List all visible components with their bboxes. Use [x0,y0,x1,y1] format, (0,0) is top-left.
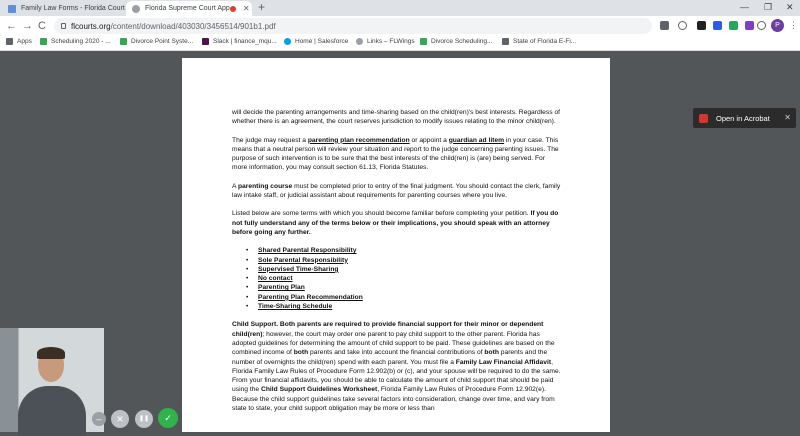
minimize-recorder-button[interactable]: – [92,412,106,426]
bookmark-label: Scheduling 2020 - ... [51,38,111,45]
slack-icon [202,38,209,45]
bookmark-label: State of Florida E-Fi... [513,38,577,45]
tab-close-icon[interactable]: ✕ [242,4,250,13]
list-item [246,293,562,302]
bookmark-salesforce[interactable] [284,38,348,45]
forward-button[interactable]: → [22,20,33,32]
text: ; however, the court may order one parent to pay child support to the other parent. Florida has adopted guidelines for determining the amount of child support to be paid. These guidelines are based on the combined income of [232,330,555,357]
pdf-page [182,58,610,432]
text: or appoint a [409,136,449,144]
parenting-plan-recommendation-link[interactable]: parenting plan recommendation [307,136,410,144]
address-bar[interactable] [54,18,652,34]
paragraph-child-support [232,320,562,413]
paragraph-terms-intro [232,209,562,237]
bookmarks-bar [0,36,800,51]
camera-icon[interactable] [660,21,669,30]
bold-text: Child Support Guidelines Worksheet [261,386,378,394]
open-in-acrobat-button[interactable] [693,108,796,128]
bookmark-label: Divorce Scheduling... [431,38,493,45]
text: The judge may request a [232,136,308,144]
tab-florida-supreme-court[interactable] [126,1,252,16]
paragraph-judge-request [232,136,562,173]
salesforce-cloud-icon [284,38,291,45]
open-in-acrobat-label: Open in Acrobat [716,113,770,123]
bookmark-label: Home | Salesforce [295,38,349,45]
text: in your case. This means that a neutral person will review your situation and report to the judge concerning parenting issues. The purpose of such intervention is to be sure that the best interests of the child(ren) is (are) being served. For more information, you may consult section 61.13, Florida Statutes. [232,136,559,172]
page-icon [502,38,509,45]
finish-recording-button[interactable]: ✓ [158,408,178,428]
acrobat-icon [699,114,708,123]
tab-strip [0,0,800,16]
bookmark-star-icon[interactable] [678,21,687,30]
pdf-text [232,108,562,422]
settings-gear-icon[interactable] [757,21,766,30]
bold-text: both [484,349,499,357]
browser-toolbar [0,16,800,36]
new-tab-button[interactable]: + [258,0,266,14]
bookmark-scheduling[interactable] [40,38,111,45]
text: parents and the number of overnights the child(ren) spend with each parent. You must file a [232,349,548,366]
tab-title: Florida Supreme Court App [145,5,230,12]
window-close-button[interactable]: ✕ [786,2,794,12]
sheets-icon [420,38,427,45]
bold-text: If you do not fully understand any of the terms below or their implications, you should speak with an attorney before going any further. [232,210,559,236]
maximize-button[interactable]: ❐ [764,2,773,12]
guardian-ad-litem-link[interactable]: guardian ad litem [448,136,505,144]
browser-menu-icon[interactable]: ⋮ [789,20,798,30]
list-item [246,274,562,283]
url-path: /content/download/403030/3456514/901b1.pdf [110,21,276,31]
text: A [232,182,238,190]
lock-icon [61,23,66,29]
bold-text: Both parents are required to provide financial support for their minor or dependent child(ren) [232,321,544,338]
term-link[interactable]: Parenting Plan Recommendation [258,293,363,301]
bookmark-label: Links – FLWings [367,38,415,45]
webcam-bubble[interactable] [0,328,104,432]
extension-icon[interactable] [729,21,738,30]
term-link[interactable]: Time-Sharing Schedule [258,303,333,311]
term-link[interactable]: Sole Parental Responsibility [258,256,348,264]
cancel-recording-button[interactable]: ✕ [111,410,129,428]
list-item [246,302,562,311]
term-link[interactable]: Parenting Plan [258,284,305,292]
text: must be completed prior to entry of the final judgment. You should contact the clerk, family law intake staff, or judicial assistant about requirements for parenting courses where you live. [232,182,561,200]
sheets-icon [120,38,127,45]
list-item [246,283,562,292]
bookmark-label: Divorce Point Syste... [131,38,194,45]
page-favicon-icon [132,5,140,13]
text: parents and take into account the financial contributions of [308,349,485,357]
tab-title: Family Law Forms - Florida Court [21,5,125,12]
term-link[interactable]: Supervised Time-Sharing [258,265,339,273]
extension-icon[interactable] [697,21,706,30]
globe-icon [356,38,363,45]
bookmark-efiling[interactable] [502,38,576,45]
bold-text: both [293,349,309,357]
terms-list [246,246,562,311]
pause-recording-button[interactable]: ❚❚ [135,410,153,428]
apps-grid-icon [6,38,13,45]
bookmark-flwings[interactable] [356,38,415,45]
close-icon[interactable]: ✕ [784,113,791,122]
bookmark-slack[interactable] [202,38,277,45]
page-favicon-icon [8,5,16,13]
extension-icon[interactable] [713,21,722,30]
bold-text: Family Law Financial Affidavit [455,358,552,366]
url-host: flcourts.org [71,21,111,31]
text: Listed below are some terms with which you should become familiar before completing your petition. [232,210,531,218]
bookmark-label: Apps [17,38,32,45]
tab-family-law-forms[interactable] [2,1,126,16]
extension-icon[interactable] [745,21,754,30]
reload-button[interactable]: C [38,20,46,32]
back-button[interactable]: ← [6,20,17,32]
list-item [246,256,562,265]
text: , Florida Family Law Rules of Procedure Form 12.902(b) or (c), and your spouse will be required to do the same. From your financial affidavits, you should be able to calculate the amount of child support that should be paid using the [232,358,561,394]
bookmark-apps[interactable] [6,38,32,45]
bookmark-divorce-scheduling[interactable] [420,38,492,45]
list-item [246,265,562,274]
presenter-body [18,386,86,436]
text: , Florida Family Law Rules of Procedure Form 12.902(e). Because the child support guidelines take several factors into consideration, change over time, and vary from state to state, your child support obligation may be more or less than [232,386,555,413]
sheets-icon [40,38,47,45]
presenter-hair [37,347,65,359]
profile-avatar[interactable]: P [771,19,784,32]
paragraph-parenting-course [232,182,562,201]
paragraph-best-interests: will decide the parenting arrangements and time-sharing based on the child(ren)'s best interests. Regardless of whether there is an agreement, the court reserves jurisdiction to modify issues relating to the minor child(ren). [232,109,561,126]
bookmark-label: Slack | finance_mqu... [213,38,277,45]
term-link[interactable]: Shared Parental Responsibility [258,247,357,255]
recording-indicator-icon [230,6,236,12]
list-item [246,246,562,255]
bold-text: parenting course [237,182,293,190]
bold-text: Child Support. [232,321,279,329]
term-link[interactable]: No contact [258,275,293,283]
bookmark-divorce-point[interactable] [120,38,193,45]
minimize-button[interactable]: — [740,2,749,12]
